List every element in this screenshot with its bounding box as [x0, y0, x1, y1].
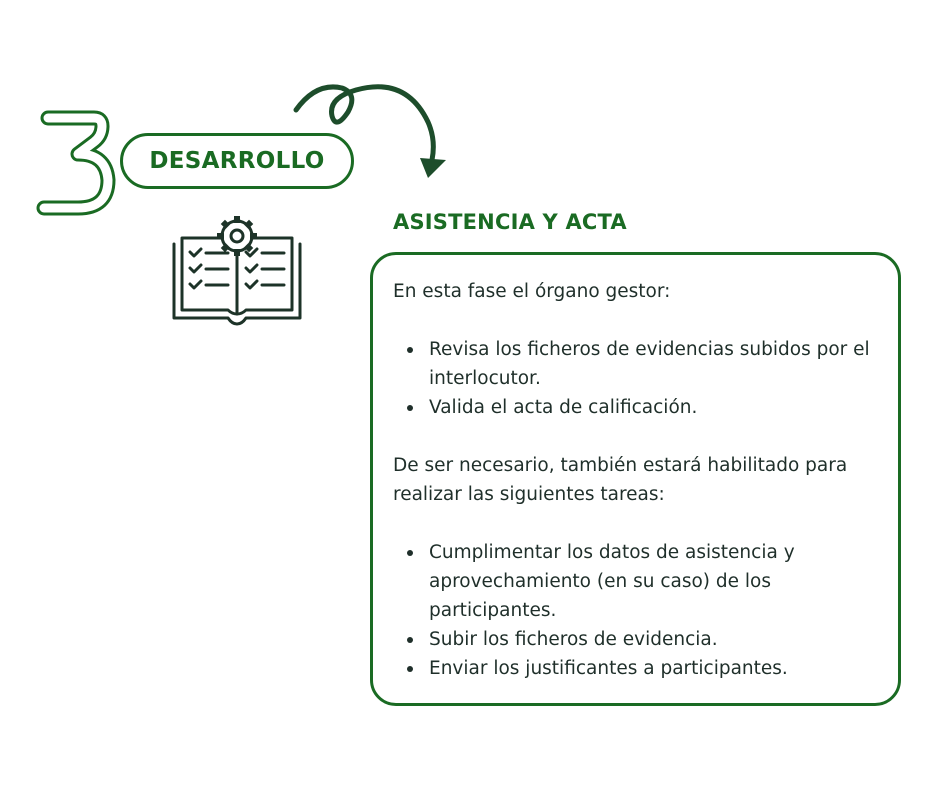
curved-arrow-icon	[286, 78, 456, 182]
section-title: ASISTENCIA Y ACTA	[393, 210, 627, 234]
list-item: Enviar los justificantes a participantes.	[429, 654, 878, 683]
content-box	[370, 252, 901, 706]
phase-label: DESARROLLO	[149, 148, 325, 174]
gestor-task-list	[393, 335, 878, 422]
list-item: Revisa los ficheros de evidencias subidos por el interlocutor.	[429, 335, 878, 393]
optional-tasks-text: De ser necesario, también estará habilitado para realizar las siguientes tareas:	[393, 455, 848, 505]
list-item: Subir los ficheros de evidencia.	[429, 625, 878, 654]
optional-task-list	[393, 538, 878, 683]
book-checklist-gear-icon	[170, 214, 304, 326]
intro-text: En esta fase el órgano gestor:	[393, 281, 671, 302]
list-item: Cumplimentar los datos de asistencia y aprovechamiento (en su caso) de los participantes.	[429, 538, 878, 625]
list-item: Valida el acta de calificación.	[429, 393, 878, 422]
step-number-three	[36, 104, 116, 216]
